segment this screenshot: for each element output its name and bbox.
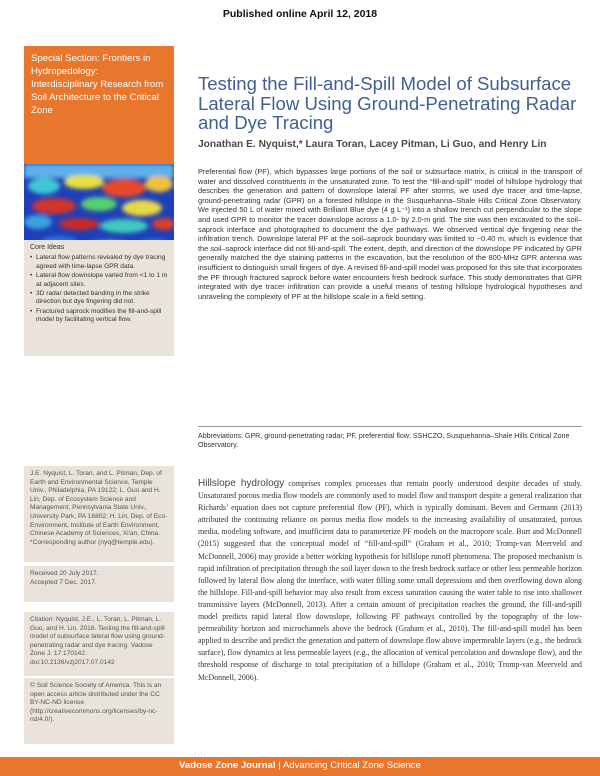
published-date: Published online April 12, 2018 — [222, 8, 378, 20]
abbreviations: Abbreviations: GPR, ground-penetrating radar; PF, preferential flow; SSHCZO, Susquehanna–Shale Hills Critical Zone Observatory. — [198, 432, 570, 450]
citation: Citation: Nyquist, J.E., L. Toran, L. Pitman, L. Guo, and H. Lin. 2018. Testing the fill-and-spill model of subsurface lateral flow using ground-penetrating radar and dye tracing. Vadose Zone J. 17:170142. doi:10.2136/vzj2017.07.0142 — [24, 612, 174, 676]
article-title: Testing the Fill-and-Spill Model of Subsurface Lateral Flow Using Ground-Penetrating Radar and Dye Tracing — [198, 73, 577, 134]
journal-footer — [0, 757, 600, 776]
accepted-date: Accepted 7 Dec. 2017. — [30, 578, 97, 586]
core-idea-item: • Lateral flow downslope varied from <1 to 1 m at adjacent sites. — [30, 272, 168, 289]
core-idea-item: • Lateral flow patterns revealed by dye tracing agreed with time-lapse GPR data. — [30, 254, 168, 271]
body-paragraph: comprises complex processes that remain poorly understood despite decades of study. Unsaturated porous media flow models are commonly used to model flow and transport despite a general realization that Richards’ equation does not capture preferential flow (PF), which is typically dominant. Beven and Germann (2013) attributed the continuing reliance on porous media flow models to the increasing availability of unsaturated, porous media, modeling software, and insufficient data to parameterize PF models on the macropore scale. Burt and McDonnell (2015) suggested that the conceptual model of “fill-and-spill” (Graham et al., 2010; Tromp-van Meerveld and McDonnell, 2006) may provide a better working hypothesis for hillslope runoff phenomena. The proposed mechanism is rapid infiltration of precipitation through the soil layer down to the fresh bedrock surface or other less permeable horizon followed by lateral flow along the interface, with water filling some small depressions and then overflowing down along the hillslope. Fill-and-spill behavior may also result from excess saturation causing the water table to rise into shallower transmissive layers (McDonnell, 2013). After a certain amount of precipitation reaches the ground, the fill-and-spill model predicts rapid lateral flow downslope, following PF pathways controlled by the topography of the low-permeability horizon and microchannels above the bedrock (Graham et al., 2010). The fill-and-spill model has been applied to describe and predict the generation and pattern of downslope flow above impermeable layers (e.g., the bedrock surface), flow dynamics at less permeable layers (e.g., the allocation of vertical percolation and downslope flow), and the threshold response of discharge to total precipitation of a hillslope (Graham et al., 2010; Tromp-van Meerveld and McDonnell, 2006). — [198, 479, 582, 682]
abbreviations-divider — [198, 426, 582, 427]
article-authors: Jonathan E. Nyquist,* Laura Toran, Lacey Pitman, Li Guo, and Henry Lin — [198, 139, 547, 150]
special-section-label: Special Section: Frontiers in Hydropedology: Interdisciplinary Research from Soil Architecture to the Critical Zone — [24, 46, 174, 176]
footer-separator: | — [275, 760, 283, 771]
sidebar — [24, 46, 174, 744]
core-ideas-list — [30, 254, 168, 324]
author-affiliations: J.E. Nyquist, L. Toran, and L. Pitman, Dep. of Earth and Environmental Science, Temple Univ., Philadelphia, PA 19122; L. Guo and H. Lin, Dep. of Ecosystem Science and Management, Pennsylvania State Univ., University Park, PA 16802; H. Lin, Dep. of Eco-Environment, Institute of Earth Environment, Chinese Academy of Sciences, Xi'an, China. *Corresponding author (nyq@temple.edu). — [24, 466, 174, 562]
footer-journal-name: Vadose Zone Journal — [179, 760, 276, 771]
article-dates — [24, 566, 174, 602]
article-body — [198, 478, 582, 684]
core-ideas-title: Core Ideas — [30, 244, 65, 251]
received-date: Received 20 July 2017. — [30, 570, 99, 577]
footer-tagline: Advancing Critical Zone Science — [282, 760, 421, 771]
core-idea-item: • 3D radar detected banding in the strike direction but dye fingering did not. — [30, 290, 168, 307]
article-abstract: Preferential flow (PF), which bypasses large portions of the soil or subsurface matrix, is critical in the transport of water and dissolved constituents in the unsaturated zone. To test the “fill-and-spill” model of hillslope hydrology that describes the generation and pattern of downslope lateral PF after storms, we used dye tracer and time-lapse, ground-penetrating radar (GPR) on a forested hillslope in the Susquehanna–Shale Hills Critical Zone Observatory. We injected 50 L of water mixed with Brilliant Blue dye (4 g L⁻¹) into a shallow trench cut perpendicular to the slope and used GPR to monitor the tracer downslope across a 1.0- by 2.0-m grid. The site was then excavated to the soil–saprock interface and photographed to document the dye pathways. We observed vertical dye fingering near the infiltration trench. Downslope lateral PF at the soil–saprock boundary was limited to ~0.40 m, which is evidence that the soil–saprock interface did not fill-and-spill. The extent, depth, and direction of the downslope PF indicated by GPR generally matched the dye staining patterns in the excavation, but the resolution of the 800-MHz GPR antenna was insufficient to distinguish small fingers of dye. A revised fill-and-spill model was proposed for this site that incorporates the PF through fractured saprock before water encounters fresh bedrock surface. This study demonstrates that GPR integrated with dye tracer infiltration can provide a useful means of testing hillslope hydrological hypotheses and unraveling the complexity of PF at the hillslope scale in a field setting. — [198, 167, 582, 301]
copyright-notice: © Soil Science Society of America. This is an open access article distributed under the CC BY-NC-ND license (http://creativecommons.org/licenses/by-nc-nd/4.0/). — [24, 678, 174, 744]
core-ideas-box — [24, 240, 174, 356]
core-idea-item: • Fractured saprock modifies the fill-and-spill model by facilitating vertical flow. — [30, 308, 168, 325]
body-lead-in: Hillslope hydrology — [198, 478, 285, 489]
